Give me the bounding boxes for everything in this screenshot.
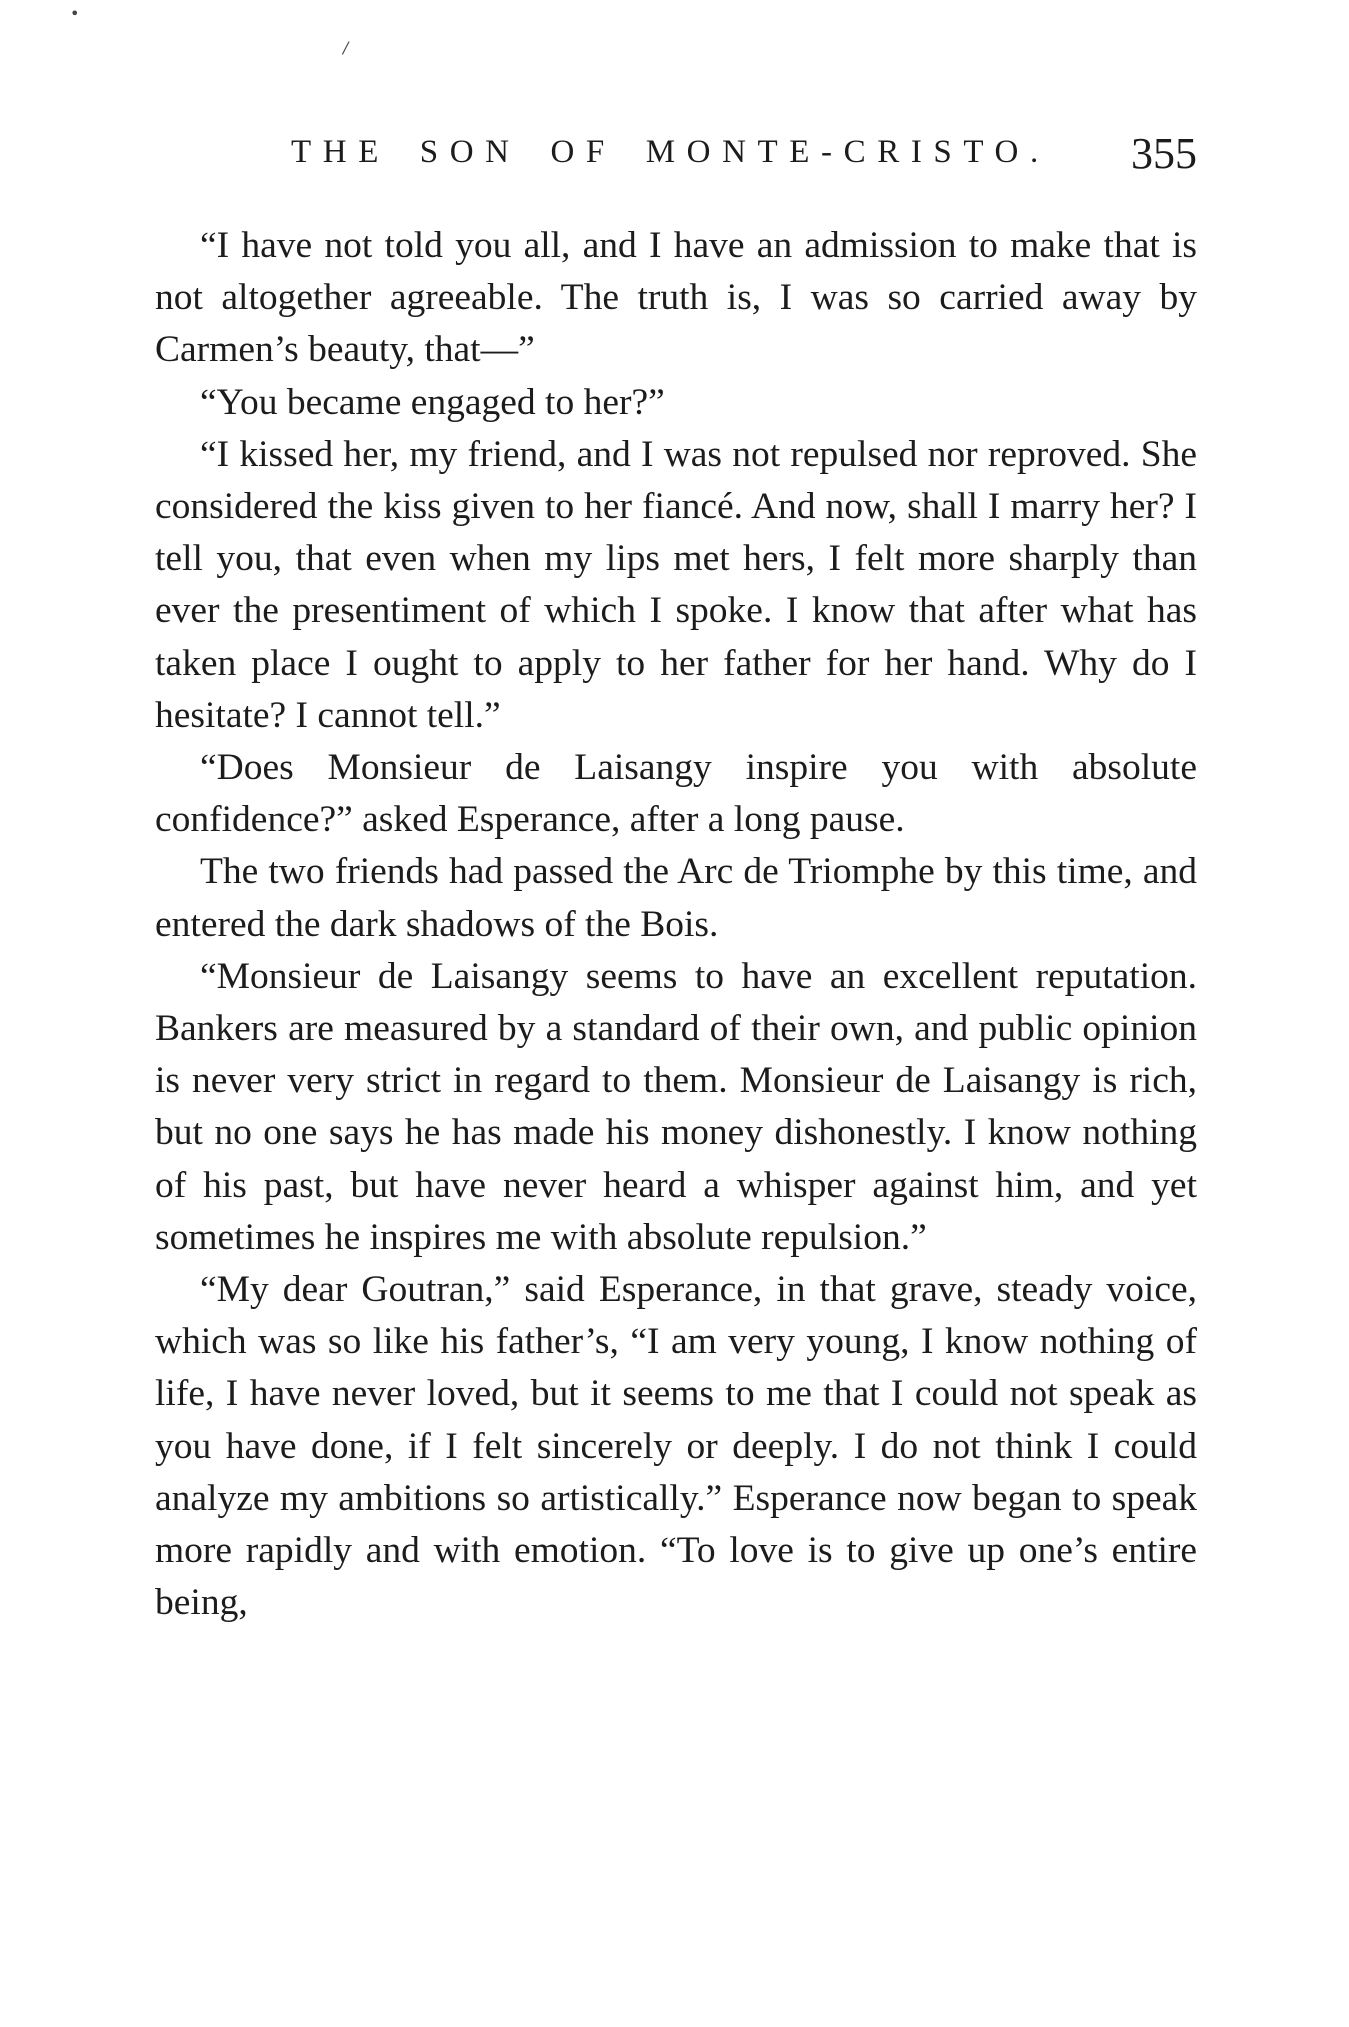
- page-body: [155, 220, 1197, 1629]
- paragraph: The two friends had passed the Arc de Triomphe by this time, and entered the dark shadows of the Bois.: [155, 851, 1197, 945]
- paragraph: “You became engaged to her?”: [200, 381, 665, 423]
- page-number: 355: [1131, 129, 1197, 178]
- running-title: THE SON OF MONTE-CRISTO.: [291, 134, 1050, 170]
- stray-dot-mark: •: [70, 4, 80, 23]
- paragraph: “My dear Goutran,” said Esperance, in that grave, steady voice, which was so like his father’s, “I am very young, I know nothing of life, I have never loved, but it seems to me that I could not speak as you have done, if I felt sincerely or deeply. I do not think I could analyze my ambitions so artistically.” Esperance now began to speak more rapidly and with emotion. “To love is to give up one’s entire being,: [155, 1269, 1197, 1624]
- page-header: [155, 128, 1197, 180]
- paragraph: “Does Monsieur de Laisangy inspire you with absolute confidence?” asked Esperance, after a long pause.: [155, 747, 1197, 841]
- paragraph: “Monsieur de Laisangy seems to have an excellent reputation. Bankers are measured by a standard of their own, and public opinion is never very strict in regard to them. Monsieur de Laisangy is rich, but no one says he has made his money dishonestly. I know nothing of his past, but have never heard a whisper against him, and yet sometimes he inspires me with absolute repulsion.”: [155, 955, 1197, 1258]
- stray-tick-mark: /: [343, 38, 349, 57]
- paragraph: “I kissed her, my friend, and I was not repulsed nor reproved. She considered the kiss given to her fiancé. And now, shall I marry her? I tell you, that even when my lips met hers, I felt more sharply than ever the presentiment of which I spoke. I know that after what has taken place I ought to apply to her father for her hand. Why do I hesitate? I cannot tell.”: [155, 433, 1197, 736]
- paragraph: “I have not told you all, and I have an admission to make that is not altogether agreeable. The truth is, I was so carried away by Carmen’s beauty, that—”: [155, 225, 1197, 371]
